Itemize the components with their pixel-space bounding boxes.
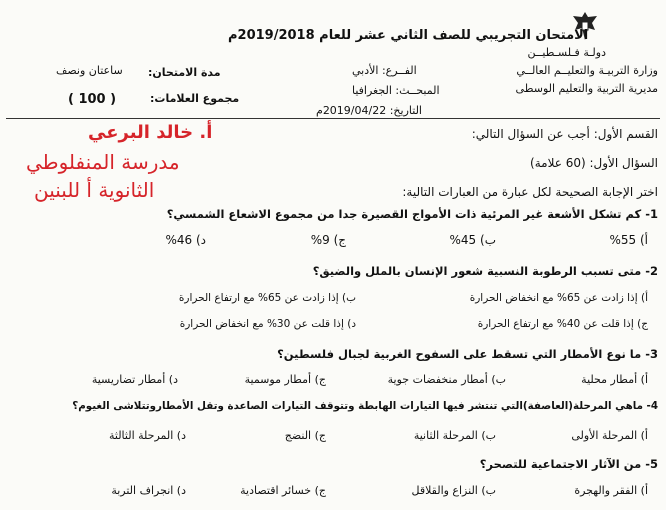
question-4-option-d: د) المرحلة الثالثة: [108, 429, 186, 442]
school-type-stamp: الثانوية أ للبنين: [34, 178, 155, 202]
section-title: القسم الأول: أجب عن السؤال التالي:: [471, 127, 658, 141]
question-4-option-c: ج) النضج: [284, 429, 326, 442]
duration-label: مدة الامتحان:: [148, 66, 221, 79]
school-name-stamp: مدرسة المنفلوطي: [26, 150, 180, 174]
question-4-option-b: ب) المرحلة الثانية: [413, 429, 496, 442]
state-name: دولـة فـلسـطيــن: [527, 46, 606, 59]
question-5-option-b: ب) النزاع والقلاقل: [411, 484, 496, 497]
question-1-option-d: د) 46%: [165, 233, 206, 247]
question-2-option-c: ج) إذا قلت عن 40% مع ارتفاع الحرارة: [477, 318, 648, 330]
question-2-option-d: د) إذا قلت عن 30% مع انخفاض الحرارة: [179, 318, 356, 330]
question-4-text: 4- ماهي المرحلة(العاصفة)التي تنتشر فيها التيارات الهابطة وتتوقف التيارات الصاعدة وتقل الأمطاروتتلاشى الغيوم؟: [72, 400, 658, 412]
question-5-option-c: ج) خسائر اقتصادية: [240, 484, 326, 497]
question-5-text: 5- من الآثار الاجتماعية للتصحر؟: [479, 457, 658, 471]
question-2-option-b: ب) إذا زادت عن 65% مع ارتفاع الحرارة: [178, 292, 356, 304]
question-3-text: 3- ما نوع الأمطار التي تسقط على السفوح الغربية لجبال فلسطين؟: [277, 347, 658, 361]
total-marks-label: مجموع العلامات:: [150, 92, 240, 105]
branch-label: الفــرع: الأدبي: [352, 64, 417, 77]
header-divider: [6, 118, 660, 119]
subject-label: المبحــث: الجغرافيا: [352, 84, 440, 97]
question-3-option-b: ب) أمطار منخفضات جوية: [387, 373, 506, 386]
question-3-option-d: د) أمطار تضاريسية: [91, 373, 178, 386]
question-title: السؤال الأول: (60 علامة): [530, 156, 658, 170]
question-1-option-b: ب) 45%: [449, 233, 496, 247]
question-1-option-c: ج) 9%: [310, 233, 346, 247]
exam-date: التاريخ: 2019/04/22م: [316, 104, 422, 117]
question-5-option-a: أ) الفقر والهجرة: [574, 484, 648, 497]
total-marks-value: ( 100 ): [68, 92, 117, 107]
duration-value: ساعتان ونصف: [56, 64, 123, 77]
teacher-name-stamp: أ. خالد البرعي: [88, 122, 213, 143]
question-3-option-a: أ) أمطار محلية: [581, 373, 648, 386]
exam-title: الامتحان التجريبي للصف الثاني عشر للعام 2019/2018م: [228, 28, 589, 43]
question-2-text: 2- متى تسبب الرطوبة النسبية شعور الإنسان بالملل والضيق؟: [312, 264, 658, 278]
question-5-option-d: د) انجراف التربة: [111, 484, 186, 497]
question-2-option-a: أ) إذا زادت عن 65% مع انخفاض الحرارة: [469, 292, 648, 304]
directorate-name: مديرية التربية والتعليم الوسطى: [515, 82, 658, 95]
ministry-name: وزارة التربيـة والتعليــم العالــي: [516, 64, 658, 77]
instruction-text: اختر الإجابة الصحيحة لكل عبارة من العبارات التالية:: [402, 185, 658, 199]
question-3-option-c: ج) أمطار موسمية: [244, 373, 326, 386]
question-1-option-a: أ) 55%: [609, 233, 648, 247]
question-4-option-a: أ) المرحلة الأولى: [571, 429, 648, 442]
question-1-text: 1- كم تشكل الأشعة غير المرئية ذات الأمواج القصيرة جدا من مجموع الاشعاع الشمسي؟: [166, 207, 658, 221]
